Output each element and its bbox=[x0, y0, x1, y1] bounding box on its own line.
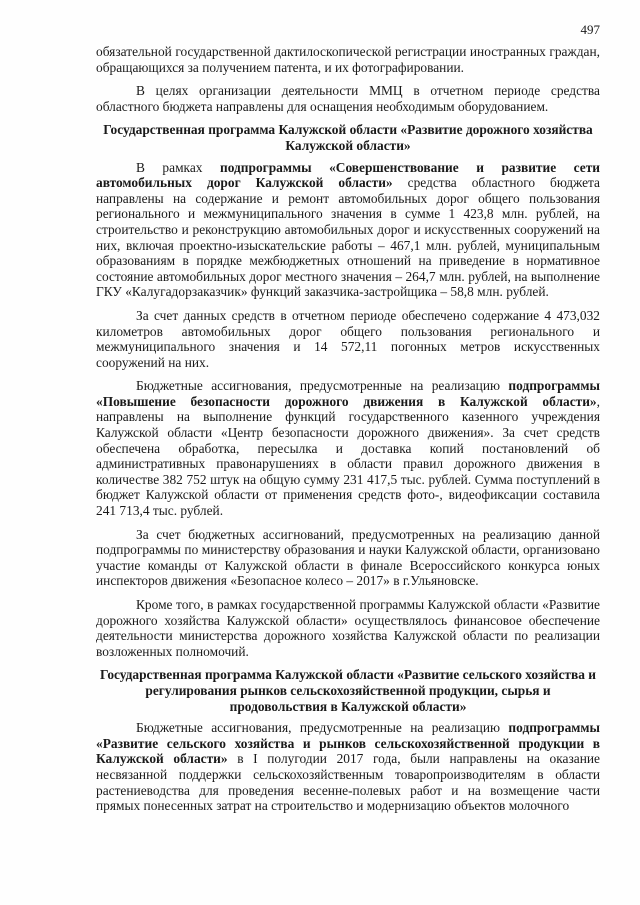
document-body bbox=[96, 44, 600, 822]
paragraph: В целях организации деятельности ММЦ в отчетном периоде средства областного бюджета направлены для оснащения необходимым оборудованием. bbox=[96, 83, 600, 114]
paragraph bbox=[96, 160, 600, 300]
text-run: Бюджетные ассигнования, предусмотренные на реализацию bbox=[136, 720, 509, 736]
subprogram-name: подпрограммы «Совершенствование и развитие сети автомобильных дорог Калужской области» bbox=[96, 159, 600, 191]
section-heading: Государственная программа Калужской области «Развитие сельского хозяйства и регулирования рынков сельскохозяйственной продукции, сырья и продовольствия в Калужской области» bbox=[99, 667, 597, 714]
paragraph bbox=[96, 720, 600, 814]
subprogram-name: подпрограммы «Повышение безопасности дорожного движения в Калужской области» bbox=[96, 378, 600, 409]
page-number: 497 bbox=[580, 22, 600, 37]
section-heading: Государственная программа Калужской области «Развитие дорожного хозяйства Калужской области» bbox=[103, 122, 593, 153]
text-run: в I полугодии 2017 года, были направлены на оказание несвязанной поддержки сельскохозяйственным товаропроизводителям в области растениеводства для проведения весенне-полевых работ и на возмещение части прямых понесенных затрат на строительство и модернизацию объектов молочного bbox=[96, 751, 600, 814]
subprogram-name: подпрограммы «Развитие сельского хозяйства и рынков сельскохозяйственной продукции в Калужской области» bbox=[96, 720, 600, 767]
text-run: средства областного бюджета направлены на содержание и ремонт автомобильных дорог общего пользования регионального и межмуниципального значения в сумме 1 423,8 млн. рублей, на строительство и реконструкцию автомобильных дорог и искусственных сооружений на них, включая проектно-изыскательские работы – 467,1 млн. рублей, муниципальным образованиям в порядке межбюджетных отношений на приведение в нормативное состояние автомобильных дорог местного значения – 264,7 млн. рублей, на выполнение ГКУ «Калугадорзаказчик» функций заказчика-застройщика – 58,8 млн. рублей. bbox=[96, 175, 600, 300]
paragraph bbox=[96, 378, 600, 518]
paragraph: За счет данных средств в отчетном периоде обеспечено содержание 4 473,032 километров автомобильных дорог общего пользования регионального и межмуниципального значения и 14 572,11 погонных метров искусственных сооружений на них. bbox=[96, 307, 600, 370]
text-run: , направлены на выполнение функций государственного казенного учреждения Калужской области «Центр безопасности дорожного движения». За счет средств обеспечена обработка, пересылка и доставка копий постановлений об административных правонарушениях в области правил дорожного движения в количестве 382 752 штук на общую сумму 231 417,5 тыс. рублей. Сумма поступлений в бюджет Калужской области от применения средств фото-, видеофиксации составила 241 713,4 тыс. рублей. bbox=[96, 393, 600, 519]
paragraph: За счет бюджетных ассигнований, предусмотренных на реализацию данной подпрограммы по министерству образования и науки Калужской области, организовано участие команды от Калужской области в финале Всероссийского конкурса юных инспекторов движения «Безопасное колесо – 2017» в г.Ульяновске. bbox=[96, 526, 600, 589]
paragraph: Кроме того, в рамках государственной программы Калужской области «Развитие дорожного хозяйства Калужской области» осуществлялось финансовое обеспечение деятельности министерства дорожного хозяйства Калужской области по реализации возложенных полномочий. bbox=[96, 597, 600, 659]
text-run: В рамках bbox=[136, 159, 220, 175]
text-run: Бюджетные ассигнования, предусмотренные на реализацию bbox=[136, 378, 509, 394]
paragraph: обязательной государственной дактилоскопической регистрации иностранных граждан, обращающихся за получением патента, и их фотографировании. bbox=[96, 44, 600, 75]
